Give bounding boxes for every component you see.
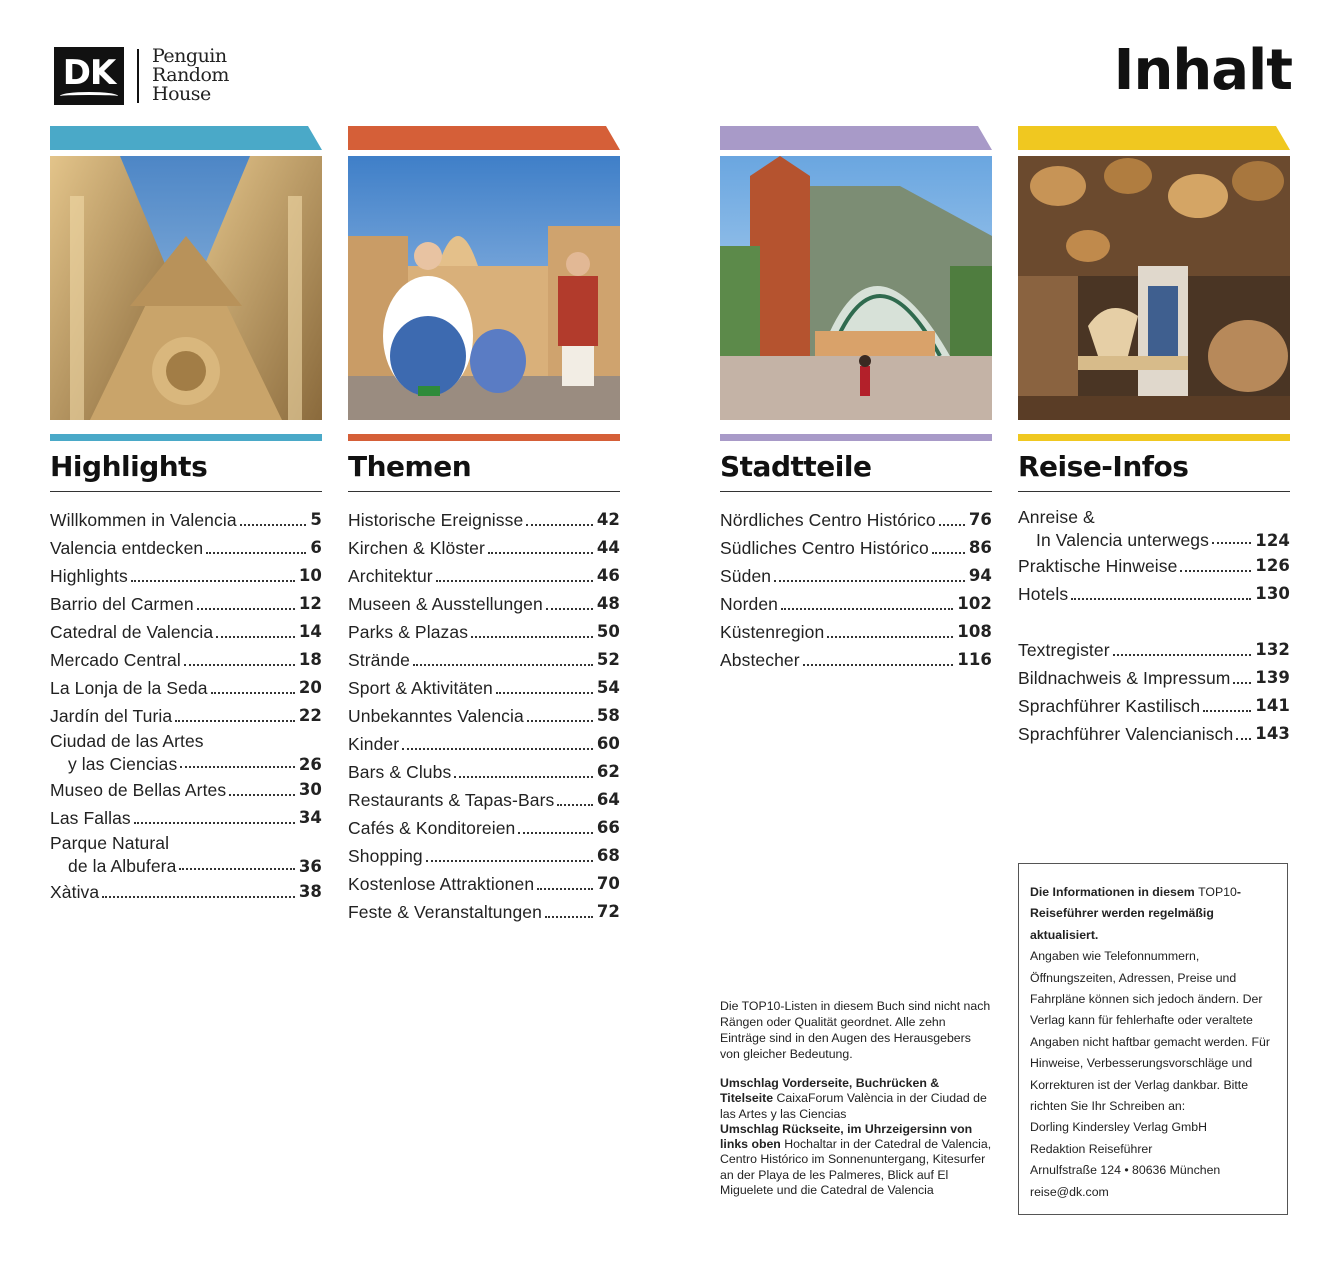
leader-dots: [206, 552, 306, 554]
toc-item: [50, 618, 322, 646]
toc-item-label: Parks & Plazas: [348, 622, 469, 642]
leader-dots: [827, 636, 953, 638]
toc-item: [720, 618, 992, 646]
toc-page-number: 70: [596, 874, 620, 893]
section-stadtteile: [720, 126, 992, 674]
leader-dots: [426, 860, 593, 862]
toc-item: [720, 506, 992, 534]
toc-item: [1018, 692, 1290, 720]
toc-item: [50, 776, 322, 804]
leader-dots: [1236, 738, 1251, 740]
toc-item: [1018, 580, 1290, 608]
toc-item: [1018, 636, 1290, 664]
toc-list: [50, 506, 322, 906]
leader-dots: [179, 868, 294, 870]
toc-item-label: Museo de Bellas Artes: [50, 780, 227, 800]
toc-item-label: Unbekanntes Valencia: [348, 706, 524, 726]
section-title: Reise-Infos: [1018, 450, 1189, 483]
toc-item-label-continued: y las Ciencias: [68, 754, 178, 774]
toc-item: [348, 898, 620, 926]
toc-item-label: Küstenregion: [720, 622, 825, 642]
toc-item: [348, 534, 620, 562]
toc-item: [50, 534, 322, 562]
toc-page-number: 124: [1255, 531, 1290, 550]
leader-dots: [216, 636, 295, 638]
toc-page-number: 139: [1255, 668, 1290, 687]
leader-dots: [197, 608, 295, 610]
toc-item-label: Kostenlose Attraktionen: [348, 874, 535, 894]
leader-dots: [229, 794, 295, 796]
toc-page-number: 130: [1255, 584, 1290, 603]
toc-item-label-continued: In Valencia unterwegs: [1036, 530, 1209, 550]
toc-page-number: 58: [596, 706, 620, 725]
toc-item-label: Willkommen in Valencia: [50, 510, 237, 530]
leader-dots: [134, 822, 295, 824]
leader-dots: [803, 664, 954, 666]
info-lead: Die Informationen in diesem TOP10-Reiseführer werden regelmäßig aktualisiert.: [1030, 885, 1241, 942]
toc-item: [50, 730, 322, 776]
toc-page-number: 22: [298, 706, 322, 725]
leader-dots: [545, 916, 593, 918]
info-box: [1018, 863, 1288, 1215]
toc-page-number: 26: [298, 755, 322, 774]
toc-item: [720, 646, 992, 674]
toc-page-number: 143: [1255, 724, 1290, 743]
photo-basket-shop: [1018, 156, 1290, 420]
toc-item-label: Hotels: [1018, 584, 1069, 604]
toc-page-number: 102: [957, 594, 992, 613]
toc-item: [50, 702, 322, 730]
toc-item: [50, 646, 322, 674]
toc-item: [50, 832, 322, 878]
toc-page-number: 36: [298, 857, 322, 876]
section-title: Highlights: [50, 450, 208, 483]
penguin-random-house-logo: Penguin Random House: [152, 45, 229, 105]
leader-dots: [939, 524, 965, 526]
toc-item-label: Mercado Central: [50, 650, 181, 670]
toc-item: [50, 506, 322, 534]
toc-page-number: 48: [596, 594, 620, 613]
toc-item-label: Shopping: [348, 846, 423, 866]
toc-page-number: 94: [968, 566, 992, 585]
toc-page-number: 108: [957, 622, 992, 641]
section-themen: [348, 126, 620, 926]
toc-item: [1018, 720, 1290, 748]
toc-item-label: Süden: [720, 566, 772, 586]
toc-item: [348, 618, 620, 646]
toc-page-number: 38: [298, 882, 322, 901]
toc-item-label: Bars & Clubs: [348, 762, 452, 782]
photo-folk-dancers: [348, 156, 620, 420]
section-tab: [1018, 126, 1290, 150]
leader-dots: [180, 766, 294, 768]
leader-dots: [537, 888, 593, 890]
toc-page-number: 52: [596, 650, 620, 669]
leader-dots: [413, 664, 593, 666]
toc-item-label: Ciudad de las Artes: [50, 731, 204, 751]
toc-page-number: 6: [310, 538, 322, 557]
toc-item-label: Historische Ereignisse: [348, 510, 524, 530]
toc-item-label: Nördliches Centro Histórico: [720, 510, 936, 530]
toc-item-label: Valencia entdecken: [50, 538, 204, 558]
toc-item: [348, 786, 620, 814]
toc-item: [50, 878, 322, 906]
dk-logo: DK: [54, 47, 124, 105]
leader-dots: [1180, 570, 1251, 572]
leader-dots: [526, 524, 593, 526]
toc-item: [348, 562, 620, 590]
toc-item: [720, 562, 992, 590]
toc-item-label: Sprachführer Kastilisch: [1018, 696, 1201, 716]
toc-item-label-continued: de la Albufera: [68, 856, 177, 876]
leader-dots: [175, 720, 295, 722]
leader-dots: [402, 748, 593, 750]
section-title: Themen: [348, 450, 472, 483]
section-title: Stadtteile: [720, 450, 872, 483]
toc-item: [720, 534, 992, 562]
section-reise-infos: [1018, 126, 1290, 748]
toc-item: [348, 842, 620, 870]
toc-item-label: Südliches Centro Histórico: [720, 538, 929, 558]
toc-item-label: Bildnachweis & Impressum: [1018, 668, 1231, 688]
toc-item: [348, 870, 620, 898]
leader-dots: [781, 608, 953, 610]
toc-item: [50, 590, 322, 618]
leader-dots: [240, 524, 307, 526]
toc-page-number: 5: [310, 510, 322, 529]
toc-item-label: Kinder: [348, 734, 400, 754]
toc-item-label: Kirchen & Klöster: [348, 538, 485, 558]
leader-dots: [184, 664, 295, 666]
leader-dots: [774, 580, 965, 582]
toc-list: [1018, 506, 1290, 748]
toc-item-label: Textregister: [1018, 640, 1110, 660]
photo-cathedral-facade: [50, 156, 322, 420]
toc-item: [348, 758, 620, 786]
section-tab: [50, 126, 322, 150]
toc-page-number: 132: [1255, 640, 1290, 659]
toc-item-label: Norden: [720, 594, 778, 614]
toc-page-number: 72: [596, 902, 620, 921]
toc-item: [348, 702, 620, 730]
publisher-logo: [54, 47, 244, 107]
toc-item-label: La Lonja de la Seda: [50, 678, 208, 698]
toc-page-number: 30: [298, 780, 322, 799]
toc-item-label: Sprachführer Valencianisch: [1018, 724, 1234, 744]
leader-dots: [557, 804, 592, 806]
toc-page-number: 46: [596, 566, 620, 585]
toc-item: [1018, 552, 1290, 580]
leader-dots: [932, 552, 965, 554]
toc-item-label: Architektur: [348, 566, 433, 586]
leader-dots: [102, 896, 295, 898]
toc-page-number: 42: [596, 510, 620, 529]
cover-credits: Umschlag Vorderseite, Buchrücken & Titelseite CaixaForum València in der Ciudad de las Artes y las Ciencias Umschlag Rückseite, im Uhrzeigersinn von links oben Hochaltar in der Catedral de Valencia, Centro Histórico im Sonnenuntergang, Kitesurfer an der Playa de les Palmeres, Blick auf El Miguelete und die Catedral de Valencia: [720, 1076, 992, 1198]
photo-mercado-colon: [720, 156, 992, 420]
toc-item-label: Abstecher: [720, 650, 800, 670]
toc-item: [50, 804, 322, 832]
toc-page-number: 126: [1255, 556, 1290, 575]
toc-page-number: 62: [596, 762, 620, 781]
toc-item: [720, 590, 992, 618]
toc-page-number: 50: [596, 622, 620, 641]
leader-dots: [211, 692, 295, 694]
toc-item-label: Highlights: [50, 566, 128, 586]
toc-item-label: Anreise &: [1018, 507, 1095, 527]
toc-page-number: 60: [596, 734, 620, 753]
toc-item-label: Barrio del Carmen: [50, 594, 194, 614]
toc-item-label: Cafés & Konditoreien: [348, 818, 516, 838]
toc-item-label: Jardín del Turia: [50, 706, 173, 726]
toc-item: [348, 814, 620, 842]
leader-dots: [131, 580, 295, 582]
toc-list: [720, 506, 992, 674]
leader-dots: [1233, 682, 1251, 684]
info-address: Dorling Kindersley Verlag GmbH Redaktion Reiseführer Arnulfstraße 124 • 80636 München reise@dk.com: [1030, 1120, 1221, 1199]
leader-dots: [518, 832, 592, 834]
toc-item: [1018, 506, 1290, 552]
page-title: Inhalt: [1113, 38, 1292, 103]
section-highlights: [50, 126, 322, 906]
toc-page-number: 76: [968, 510, 992, 529]
toc-page-number: 14: [298, 622, 322, 641]
toc-item-label: Parque Natural: [50, 833, 170, 853]
toc-page-number: 54: [596, 678, 620, 697]
toc-page-number: 66: [596, 818, 620, 837]
toc-item: [348, 590, 620, 618]
toc-item-label: Praktische Hinweise: [1018, 556, 1178, 576]
leader-dots: [471, 636, 593, 638]
toc-page-number: 10: [298, 566, 322, 585]
toc-page-number: 44: [596, 538, 620, 557]
leader-dots: [527, 720, 593, 722]
leader-dots: [1203, 710, 1251, 712]
toc-list: [348, 506, 620, 926]
toc-item-label: Sport & Aktivitäten: [348, 678, 493, 698]
toc-item-label: Feste & Veranstaltungen: [348, 902, 542, 922]
toc-item: [50, 562, 322, 590]
toc-page-number: 68: [596, 846, 620, 865]
leader-dots: [436, 580, 593, 582]
toc-page-number: 34: [298, 808, 322, 827]
toc-item-label: Las Fallas: [50, 808, 131, 828]
toc-item-label: Restaurants & Tapas-Bars: [348, 790, 555, 810]
toc-item: [50, 674, 322, 702]
toc-item: [348, 730, 620, 758]
toc-item: [348, 506, 620, 534]
toc-item-label: Catedral de Valencia: [50, 622, 214, 642]
section-tab: [720, 126, 992, 150]
toc-item-label: Strände: [348, 650, 410, 670]
toc-page-number: 141: [1255, 696, 1290, 715]
toc-item-label: Museen & Ausstellungen: [348, 594, 543, 614]
top10-note: Die TOP10-Listen in diesem Buch sind nicht nach Rängen oder Qualität geordnet. Alle zehn Einträge sind in den Augen des Herausgebers von gleicher Bedeutung. Umschlag Vorderseite, Buchrücken & Titelseite CaixaForum València in der Ciudad de las Artes y las Ciencias Umschlag Rückseite, im Uhrzeigersinn von links oben Hochaltar in der Catedral de Valencia, Centro Histórico im Sonnenuntergang, Kitesurfer an der Playa de les Palmeres, Blick auf El Miguelete und die Catedral de Valencia: [720, 999, 992, 1198]
toc-page-number: 20: [298, 678, 322, 697]
leader-dots: [1071, 598, 1251, 600]
toc-item: [1018, 664, 1290, 692]
logo-divider: [137, 49, 139, 103]
toc-page-number: 12: [298, 594, 322, 613]
toc-item: [348, 674, 620, 702]
leader-dots: [1212, 542, 1251, 544]
leader-dots: [488, 552, 593, 554]
toc-item: [348, 646, 620, 674]
toc-page-number: 18: [298, 650, 322, 669]
leader-dots: [546, 608, 593, 610]
section-tab: [348, 126, 620, 150]
leader-dots: [496, 692, 593, 694]
toc-item-label: Xàtiva: [50, 882, 100, 902]
toc-page-number: 64: [596, 790, 620, 809]
info-body: Angaben wie Telefonnummern, Öffnungszeiten, Adressen, Preise und Fahrpläne können sich jedoch ändern. Der Verlag kann für fehlerhafte oder veraltete Angaben nicht haftbar gemacht werden. Für Hinweise, Verbesserungsvorschläge und Korrekturen ist der Verlag dankbar. Bitte richten Sie Ihr Schreiben an:: [1030, 949, 1270, 1114]
leader-dots: [454, 776, 593, 778]
toc-page-number: 116: [957, 650, 992, 669]
toc-page-number: 86: [968, 538, 992, 557]
leader-dots: [1113, 654, 1252, 656]
